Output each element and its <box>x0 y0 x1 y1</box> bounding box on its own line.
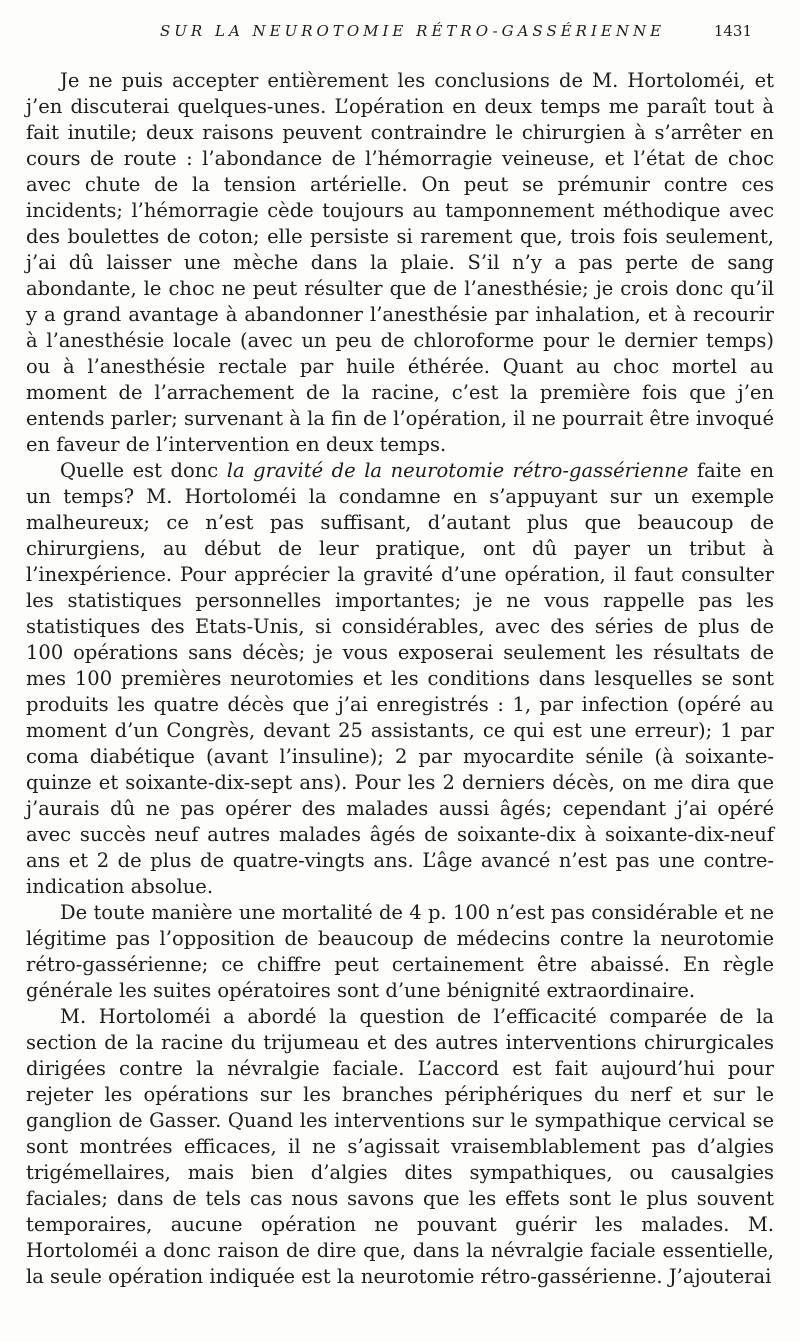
paragraph-surgery-two-stages: Je ne puis accepter entièrement les conclusions de M. Hortoloméi, et j’en discuterai quelques-unes. L’opération en deux temps me paraît tout à fait inutile; deux raisons peuvent contraindre le chirurgien à s’arrêter en cours de route : l’abondance de l’hémorragie veineuse, et l’état de choc avec chute de la tension artérielle. On peut se prémunir contre ces incidents; l’hémorragie cède toujours au tamponnement méthodique avec des boulettes de coton; elle persiste si rarement que, trois fois seulement, j’ai dû laisser une mèche dans la plaie. S’il n’y a pas perte de sang abondante, le choc ne peut résulter que de l’anesthésie; je crois donc qu’il y a grand avantage à abandonner l’anesthésie par inhalation, et à recourir à l’anesthésie locale (avec un peu de chloroforme pour le dernier temps) ou à l’anesthésie rectale par huile éthérée. Quant au choc mortel au moment de l’arrachement de la racine, c’est la première fois que j’en entends parler; survenant à la fin de l’opération, il ne pourrait être invoqué en faveur de l’intervention en deux temps. <box>26 69 774 456</box>
paragraph-gravity-italic: la gravité de la neurotomie rétro-gassérienne <box>226 459 689 482</box>
article-body <box>26 68 774 1290</box>
running-title: SUR LA NEUROTOMIE RÉTRO-GASSÉRIENNE <box>160 22 666 40</box>
paragraph-gravity-lead: Quelle est donc <box>60 459 227 482</box>
paragraph-mortality: De toute manière une mortalité de 4 p. 100 n’est pas considérable et ne légitime pas l’opposition de beaucoup de médecins contre la neurotomie rétro-gassérienne; ce chiffre peut certainement être abaissé. En règle générale les suites opératoires sont d’une bénignité extraordinaire. <box>26 901 774 1002</box>
running-head <box>0 22 800 44</box>
paragraph-efficacy: M. Hortoloméi a abordé la question de l’efficacité comparée de la section de la racine du trijumeau et des autres interventions chirurgicales dirigées contre la névralgie faciale. L’accord est fait aujourd’hui pour rejeter les opérations sur les branches périphériques du nerf et sur le ganglion de Gasser. Quand les interventions sur le sympathique cervical se sont montrées efficaces, il ne s’agissait vraisemblablement pas d’algies trigémellaires, mais bien d’algies dites sympathiques, ou causalgies faciales; dans de tels cas nous savons que les effets sont le plus souvent temporaires, aucune opération ne pouvant guérir les malades. M. Hortoloméi a donc raison de dire que, dans la névralgie faciale essentielle, la seule opération indiquée est la neurotomie rétro-gassérienne. J’ajouterai <box>26 1005 774 1288</box>
paragraph-gravity-rest: faite en un temps? M. Hortoloméi la condamne en s’appuyant sur un exemple malheureux; ce n’est pas suffisant, d’autant plus que beaucoup de chirurgiens, au début de leur pratique, ont dû payer un tribut à l’inexpérience. Pour apprécier la gravité d’une opération, il faut consulter les statistiques personnelles importantes; je ne vous rappelle pas les statistiques des Etats-Unis, si considérables, avec des séries de plus de 100 opérations sans décès; je vous exposerai seulement les résultats de mes 100 premières neurotomies et les conditions dans lesquelles se sont produits les quatre décès que j’ai enregistrés : 1, par infection (opéré au moment d’un Congrès, devant 25 assistants, ce qui est une erreur); 1 par coma diabétique (avant l’insuline); 2 par myocardite sénile (à soixante-quinze et soixante-dix-sept ans). Pour les 2 derniers décès, on me dira que j’aurais dû ne pas opérer des malades aussi âgés; cependant j’ai opéré avec succès neuf autres malades âgés de soixante-dix à soixante-dix-neuf ans et 2 de plus de quatre-vingts ans. L’âge avancé n’est pas une contre-indication absolue. <box>26 459 774 898</box>
paragraph-gravity <box>26 458 774 900</box>
page-number: 1431 <box>713 22 752 40</box>
